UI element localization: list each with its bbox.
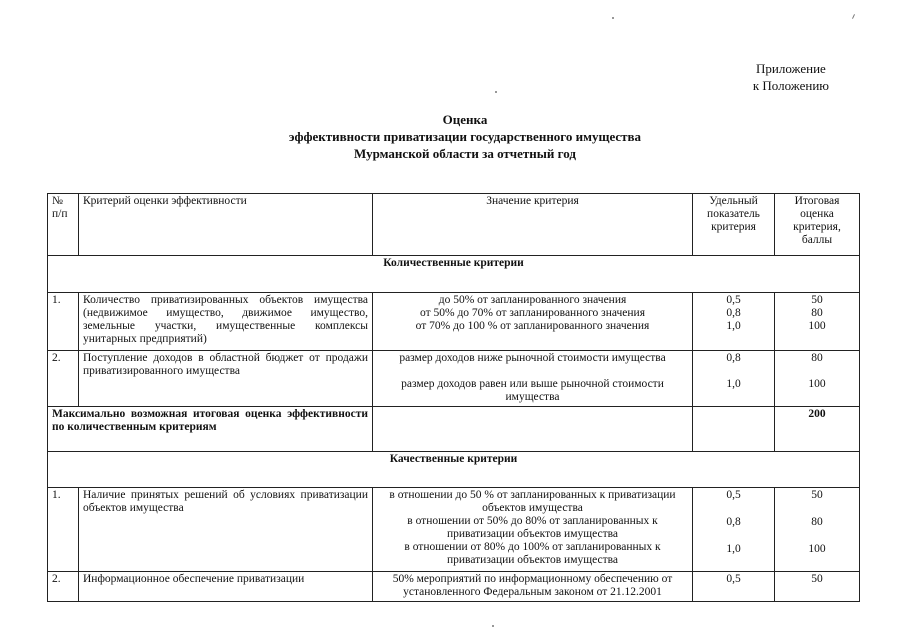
header-row [48, 194, 860, 256]
value-option: от 70% до 100 % от запланированного значения [415, 320, 650, 332]
section-row-qualitative [48, 452, 860, 488]
weight-value: 0,8 [726, 516, 741, 528]
appendix-line-2: к Положению [752, 78, 829, 93]
row-criterion: Наличие принятых решений об условиях приватизации объектов имущества [79, 488, 373, 572]
header-num: № п/п [48, 194, 79, 256]
table-row [48, 351, 860, 407]
section-row-quantitative [48, 256, 860, 293]
weight-value: 1,0 [726, 320, 741, 332]
row-weights [693, 351, 775, 407]
row-criterion: Количество приватизированных объектов имущества (недвижимое имущество, движимое имущество, земельные участки, имущественные комплексы унитарных предприятий) [79, 293, 373, 351]
appendix-line-1: Приложение [756, 61, 826, 76]
row-values [373, 488, 693, 572]
row-values [373, 572, 693, 602]
row-weights [693, 572, 775, 602]
score-value: 50 [811, 489, 823, 501]
score-value: 100 [808, 378, 826, 390]
title-line-1: Оценка [442, 112, 488, 127]
score-value: 50 [811, 294, 823, 306]
table-row [48, 572, 860, 602]
score-value: 80 [811, 352, 823, 364]
weight-value: 0,8 [726, 307, 741, 319]
max-score-value: 200 [775, 407, 860, 452]
header-weight: Удельный показатель критерия [693, 194, 775, 256]
weight-value: 0,8 [726, 352, 741, 364]
value-option: до 50% от запланированного значения [438, 294, 627, 306]
row-num: 2. [48, 572, 79, 602]
row-weights [693, 488, 775, 572]
row-scores [775, 351, 860, 407]
weight-value: 0,5 [726, 294, 741, 306]
table-row [48, 488, 860, 572]
value-option: в отношении от 80% до 100% от запланированных к приватизации объектов имущества [404, 541, 661, 566]
scan-speck [492, 625, 494, 627]
scan-speck [852, 14, 855, 19]
row-criterion: Информационное обеспечение приватизации [79, 572, 373, 602]
score-value: 100 [808, 320, 826, 332]
row-num: 1. [48, 488, 79, 572]
score-value: 80 [811, 307, 823, 319]
section-quantitative: Количественные критерии [48, 256, 860, 293]
document-title [0, 111, 905, 162]
weight-value: 0,5 [726, 489, 741, 501]
row-scores [775, 572, 860, 602]
value-option: в отношении от 50% до 80% от запланированных к приватизации объектов имущества [407, 515, 658, 540]
section-qualitative: Качественные критерии [48, 452, 860, 488]
row-scores [775, 488, 860, 572]
scan-speck [495, 91, 497, 93]
row-criterion: Поступление доходов в областной бюджет от продажи приватизированного имущества [79, 351, 373, 407]
row-num: 1. [48, 293, 79, 351]
empty-cell [693, 407, 775, 452]
row-num: 2. [48, 351, 79, 407]
header-criterion: Критерий оценки эффективности [79, 194, 373, 256]
table-row [48, 293, 860, 351]
empty-cell [373, 407, 693, 452]
appendix-note [753, 60, 829, 94]
scan-speck [612, 17, 614, 19]
title-line-3: Мурманской области за отчетный год [354, 146, 576, 161]
weight-value: 1,0 [726, 378, 741, 390]
header-score: Итоговая оценка критерия, баллы [775, 194, 860, 256]
criteria-table [47, 193, 860, 602]
row-values [373, 293, 693, 351]
row-scores [775, 293, 860, 351]
row-weights [693, 293, 775, 351]
header-value: Значение критерия [373, 194, 693, 256]
score-value: 100 [808, 543, 826, 555]
row-values [373, 351, 693, 407]
value-option: размер доходов равен или выше рыночной стоимости имущества [401, 378, 664, 403]
max-score-label: Максимально возможная итоговая оценка эффективности по количественным критериям [48, 407, 373, 452]
score-value: 50 [811, 573, 823, 585]
value-option: 50% мероприятий по информационному обеспечению от установленного Федеральным законом от 21.12.2001 [392, 573, 673, 598]
value-option: размер доходов ниже рыночной стоимости имущества [399, 352, 666, 364]
title-line-2: эффективности приватизации государственного имущества [288, 129, 642, 144]
value-option: в отношении до 50 % от запланированных к приватизации объектов имущества [389, 489, 676, 514]
value-option: от 50% до 70% от запланированного значения [419, 307, 645, 319]
score-value: 80 [811, 516, 823, 528]
weight-value: 0,5 [726, 573, 741, 585]
weight-value: 1,0 [726, 543, 741, 555]
max-score-row [48, 407, 860, 452]
